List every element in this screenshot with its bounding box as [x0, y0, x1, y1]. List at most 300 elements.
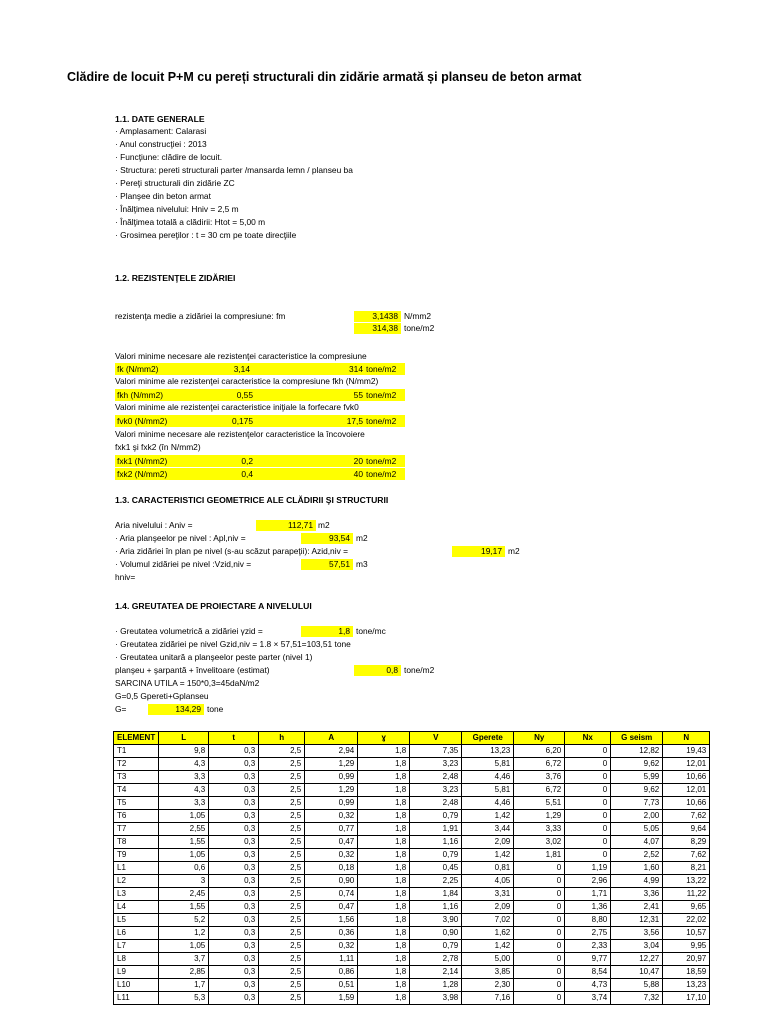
slab-label: planşeu + şarpantă + învelitoare (estimat) [115, 665, 270, 675]
table-cell: 0,47 [305, 836, 358, 849]
table-cell: 0,3 [209, 797, 259, 810]
table-cell: 1,84 [410, 888, 462, 901]
table-cell: 4,73 [565, 979, 611, 992]
table-cell: 9,62 [611, 784, 663, 797]
table-cell: 0,3 [209, 862, 259, 875]
table-cell: 1,42 [462, 940, 514, 953]
table-cell: 1,42 [462, 849, 514, 862]
table-cell: 3,56 [611, 927, 663, 940]
azid-label: · Aria zidăriei în plan pe nivel (s-au scăzut parapeţii): Azid,niv = [115, 546, 348, 556]
element-id-cell: T3 [114, 771, 159, 784]
table-cell: 2,45 [159, 888, 209, 901]
vzid-label: · Volumul zidăriei pe nivel :Vzid,niv = [115, 559, 252, 569]
table-cell: 7,35 [410, 745, 462, 758]
column-header: V [410, 732, 462, 745]
table-cell: 5,3 [159, 992, 209, 1005]
table-cell: 1,8 [358, 862, 410, 875]
table-cell: 1,16 [410, 901, 462, 914]
fxk-description: Valori minime necesare ale rezistenţelor caracteristice la încovoiere [115, 429, 365, 439]
table-cell: 10,57 [663, 927, 710, 940]
table-cell: 0 [565, 771, 611, 784]
table-cell: 1,55 [159, 836, 209, 849]
table-row [114, 849, 710, 862]
table-cell: 1,8 [358, 849, 410, 862]
table-cell: 3,23 [410, 784, 462, 797]
vzid-value: 57,51 [301, 559, 353, 570]
fxk1-unit: tone/m2 [366, 456, 397, 466]
element-id-cell: T4 [114, 784, 159, 797]
table-row [114, 823, 710, 836]
element-id-cell: L5 [114, 914, 159, 927]
table-cell: 0,36 [305, 927, 358, 940]
table-cell: 2,5 [259, 849, 305, 862]
table-cell: 7,32 [611, 992, 663, 1005]
table-row [114, 875, 710, 888]
table-cell: 3,3 [159, 797, 209, 810]
table-cell: 6,20 [514, 745, 565, 758]
table-cell: 1,8 [358, 914, 410, 927]
section-heading-geometry: 1.3. CARACTERISTICI GEOMETRICE ALE CLĂDIRII ŞI STRUCTURII [115, 495, 389, 505]
table-cell: 2,5 [259, 823, 305, 836]
table-cell: 0 [514, 901, 565, 914]
table-cell: 0 [565, 810, 611, 823]
table-cell: 1,8 [358, 758, 410, 771]
fvk0-value-nmm2: 0,175 [232, 416, 253, 426]
azid-value: 19,17 [452, 546, 505, 557]
table-cell: 1,8 [358, 836, 410, 849]
table-cell: 8,54 [565, 966, 611, 979]
table-cell: 12,27 [611, 953, 663, 966]
g-formula: G=0,5 Gpereti+Gplanseu [115, 691, 209, 701]
table-cell: 1,8 [358, 823, 410, 836]
table-cell: 1,11 [305, 953, 358, 966]
table-cell: 1,16 [410, 836, 462, 849]
aniv-label: Aria nivelului : Aniv = [115, 520, 193, 530]
table-cell: 0,77 [305, 823, 358, 836]
column-header: Nx [565, 732, 611, 745]
table-cell: 11,22 [663, 888, 710, 901]
fm-value-nmm2: 3,1438 [354, 311, 401, 322]
column-header: ELEMENT [114, 732, 159, 745]
table-cell: 2,55 [159, 823, 209, 836]
fkh-description: Valori minime ale rezistenţei caracteristice la compresiune fkh (N/mm2) [115, 376, 379, 386]
table-row [114, 771, 710, 784]
table-cell: 1,28 [410, 979, 462, 992]
table-cell: 1,71 [565, 888, 611, 901]
table-cell: 5,05 [611, 823, 663, 836]
table-cell: 0,3 [209, 875, 259, 888]
table-cell: 3,74 [565, 992, 611, 1005]
table-cell: 0,3 [209, 810, 259, 823]
element-id-cell: L3 [114, 888, 159, 901]
table-cell: 0,3 [209, 823, 259, 836]
apl-value: 93,54 [301, 533, 353, 544]
general-line: · Funcţiune: clădire de locuit. [115, 152, 223, 162]
table-cell: 18,59 [663, 966, 710, 979]
table-cell: 1,05 [159, 940, 209, 953]
table-cell: 0,3 [209, 784, 259, 797]
table-cell: 2,41 [611, 901, 663, 914]
table-cell: 3,23 [410, 758, 462, 771]
element-id-cell: T9 [114, 849, 159, 862]
table-cell: 1,29 [514, 810, 565, 823]
fm-unit-tonem2: tone/m2 [404, 323, 435, 333]
table-cell: 9,65 [663, 901, 710, 914]
table-cell: 0,90 [410, 927, 462, 940]
table-cell: 5,88 [611, 979, 663, 992]
table-cell: 1,8 [358, 992, 410, 1005]
table-cell: 1,91 [410, 823, 462, 836]
table-cell: 2,5 [259, 940, 305, 953]
fvk0-unit: tone/m2 [366, 416, 397, 426]
table-cell: 2,5 [259, 927, 305, 940]
table-cell: 0,3 [209, 771, 259, 784]
element-id-cell: T5 [114, 797, 159, 810]
table-cell: 1,81 [514, 849, 565, 862]
table-cell: 2,5 [259, 784, 305, 797]
table-cell: 13,23 [663, 979, 710, 992]
table-cell: 2,5 [259, 862, 305, 875]
table-header-row [114, 732, 710, 745]
table-cell: 0 [514, 914, 565, 927]
element-id-cell: L4 [114, 901, 159, 914]
table-cell: 1,56 [305, 914, 358, 927]
element-id-cell: L11 [114, 992, 159, 1005]
table-cell: 3,36 [611, 888, 663, 901]
table-cell: 6,72 [514, 784, 565, 797]
table-cell: 1,8 [358, 901, 410, 914]
table-cell: 20,97 [663, 953, 710, 966]
element-id-cell: L9 [114, 966, 159, 979]
table-cell: 3,33 [514, 823, 565, 836]
table-cell: 0 [514, 953, 565, 966]
column-header: Ny [514, 732, 565, 745]
table-cell: 2,5 [259, 953, 305, 966]
table-cell: 8,21 [663, 862, 710, 875]
table-cell: 1,42 [462, 810, 514, 823]
table-cell: 0,32 [305, 940, 358, 953]
table-cell: 1,8 [358, 875, 410, 888]
table-cell: 2,09 [462, 836, 514, 849]
table-cell: 2,96 [565, 875, 611, 888]
column-header: N [663, 732, 710, 745]
fxk2-value-tonem2: 40 [353, 469, 363, 479]
table-row [114, 927, 710, 940]
table-cell: 8,29 [663, 836, 710, 849]
general-line: · Înălţimea totală a clădirii: Htot = 5,00 m [115, 217, 266, 227]
fk-value-tonem2: 314 [349, 364, 363, 374]
table-cell: 9,8 [159, 745, 209, 758]
table-cell: 0,45 [410, 862, 462, 875]
table-cell: 7,62 [663, 810, 710, 823]
fm-unit-nmm2: N/mm2 [404, 311, 431, 321]
element-id-cell: L2 [114, 875, 159, 888]
fkh-value-tonem2: 55 [353, 390, 363, 400]
table-cell: 0,99 [305, 771, 358, 784]
fm-value-tonem2: 314,38 [354, 323, 401, 334]
slab-value: 0,8 [354, 665, 401, 676]
fkh-unit: tone/m2 [366, 390, 397, 400]
table-cell: 4,46 [462, 797, 514, 810]
unit-weight-line: · Greutatea unitară a planşeelor peste parter (nivel 1) [115, 652, 313, 662]
table-cell: 3,04 [611, 940, 663, 953]
gamma-label: · Greutatea volumetrică a zidăriei γzid = [115, 626, 263, 636]
table-cell: 0 [565, 784, 611, 797]
element-id-cell: T6 [114, 810, 159, 823]
section-heading-weight: 1.4. GREUTATEA DE PROIECTARE A NIVELULUI [115, 601, 312, 611]
table-cell: 1,29 [305, 784, 358, 797]
table-cell: 6,72 [514, 758, 565, 771]
table-cell: 1,8 [358, 953, 410, 966]
table-cell: 0,90 [305, 875, 358, 888]
table-cell: 0,32 [305, 849, 358, 862]
table-cell: 2,48 [410, 771, 462, 784]
elements-table [113, 731, 710, 1005]
table-cell: 1,36 [565, 901, 611, 914]
table-cell: 2,5 [259, 797, 305, 810]
table-cell: 3,7 [159, 953, 209, 966]
fxk2-value-nmm2: 0,4 [241, 469, 253, 479]
element-id-cell: L8 [114, 953, 159, 966]
table-cell: 3,98 [410, 992, 462, 1005]
table-cell: 1,05 [159, 849, 209, 862]
table-cell: 0,79 [410, 849, 462, 862]
fm-label: rezistenţa medie a zidăriei la compresiune: fm [115, 311, 286, 321]
table-cell: 1,19 [565, 862, 611, 875]
sarcina-utila-line: SARCINA UTILA = 150*0,3=45daN/m2 [115, 678, 260, 688]
table-cell: 2,25 [410, 875, 462, 888]
table-cell: 2,5 [259, 810, 305, 823]
table-cell: 3,85 [462, 966, 514, 979]
table-cell: 1,2 [159, 927, 209, 940]
apl-unit: m2 [356, 533, 368, 543]
table-cell: 1,59 [305, 992, 358, 1005]
element-id-cell: T1 [114, 745, 159, 758]
table-cell: 0,79 [410, 940, 462, 953]
table-cell: 0,81 [462, 862, 514, 875]
table-cell: 0,3 [209, 836, 259, 849]
fk-label: fk (N/mm2) [117, 364, 159, 374]
gzid-line: · Greutatea zidăriei pe nivel Gzid,niv = 1.8 × 57,51=103,51 tone [115, 639, 351, 649]
table-cell: 0 [514, 927, 565, 940]
table-cell: 2,14 [410, 966, 462, 979]
column-header: G seism [611, 732, 663, 745]
table-cell: 5,81 [462, 784, 514, 797]
element-id-cell: L7 [114, 940, 159, 953]
table-cell: 1,7 [159, 979, 209, 992]
table-cell: 8,80 [565, 914, 611, 927]
element-id-cell: L6 [114, 927, 159, 940]
fvk0-description: Valori minime ale rezistenţei caracteristice iniţiale la forfecare fvk0 [115, 402, 359, 412]
table-cell: 5,2 [159, 914, 209, 927]
table-cell: 0,79 [410, 810, 462, 823]
table-cell: 10,66 [663, 797, 710, 810]
table-cell: 0,3 [209, 849, 259, 862]
element-id-cell: L10 [114, 979, 159, 992]
table-cell: 0 [514, 940, 565, 953]
element-id-cell: L1 [114, 862, 159, 875]
fk-description: Valori minime necesare ale rezistenţei caracteristice la compresiune [115, 351, 367, 361]
general-line: · Structura: pereti structurali parter /mansarda lemn / planseu ba [115, 165, 353, 175]
table-cell: 3,90 [410, 914, 462, 927]
table-cell: 2,78 [410, 953, 462, 966]
section-heading-general: 1.1. DATE GENERALE [115, 114, 205, 124]
table-cell: 2,5 [259, 966, 305, 979]
table-cell: 2,33 [565, 940, 611, 953]
general-line: · Pereţi structurali din zidărie ZC [115, 178, 235, 188]
table-cell: 0 [514, 966, 565, 979]
table-cell: 1,8 [358, 940, 410, 953]
fxk1-label: fxk1 (N/mm2) [117, 456, 168, 466]
table-cell: 1,8 [358, 771, 410, 784]
table-cell: 0,47 [305, 901, 358, 914]
table-row [114, 901, 710, 914]
table-cell: 0,3 [209, 901, 259, 914]
table-cell: 0,99 [305, 797, 358, 810]
table-cell: 9,64 [663, 823, 710, 836]
table-cell: 4,99 [611, 875, 663, 888]
table-cell: 5,99 [611, 771, 663, 784]
table-row [114, 758, 710, 771]
table-cell: 4,46 [462, 771, 514, 784]
table-cell: 0 [565, 797, 611, 810]
page-title: Clădire de locuit P+M cu pereți structurali din zidărie armată și planseu de beton armat [67, 70, 582, 84]
table-cell: 1,05 [159, 810, 209, 823]
fxk1-value-nmm2: 0,2 [241, 456, 253, 466]
column-header: ɣ [358, 732, 410, 745]
general-line: · Grosimea pereţilor : t = 30 cm pe toate direcţiile [115, 230, 297, 240]
table-row [114, 797, 710, 810]
table-cell: 0 [565, 745, 611, 758]
table-cell: 4,3 [159, 784, 209, 797]
table-cell: 1,8 [358, 888, 410, 901]
table-cell: 1,62 [462, 927, 514, 940]
table-cell: 2,85 [159, 966, 209, 979]
table-cell: 2,5 [259, 836, 305, 849]
table-cell: 0,86 [305, 966, 358, 979]
table-cell: 0,6 [159, 862, 209, 875]
table-cell: 12,01 [663, 784, 710, 797]
table-cell: 2,52 [611, 849, 663, 862]
general-line: · Planşee din beton armat [115, 191, 211, 201]
azid-unit: m2 [508, 546, 520, 556]
table-cell: 13,23 [462, 745, 514, 758]
table-cell: 0,3 [209, 992, 259, 1005]
apl-label: · Aria planşeelor pe nivel : Apl,niv = [115, 533, 246, 543]
g-label: G= [115, 704, 127, 714]
table-cell: 1,55 [159, 901, 209, 914]
table-cell: 3,3 [159, 771, 209, 784]
table-cell: 1,8 [358, 810, 410, 823]
table-cell: 2,5 [259, 888, 305, 901]
table-cell: 2,5 [259, 979, 305, 992]
table-cell: 0,3 [209, 927, 259, 940]
column-header: Gperete [462, 732, 514, 745]
table-cell: 0,18 [305, 862, 358, 875]
table-cell: 0,3 [209, 979, 259, 992]
table-cell: 1,60 [611, 862, 663, 875]
table-cell: 2,00 [611, 810, 663, 823]
vzid-unit: m3 [356, 559, 368, 569]
table-cell: 1,29 [305, 758, 358, 771]
fkh-label: fkh (N/mm2) [117, 390, 164, 400]
table-cell: 9,62 [611, 758, 663, 771]
fvk0-value-tonem2: 17,5 [346, 416, 363, 426]
column-header: A [305, 732, 358, 745]
g-value: 134,29 [148, 704, 204, 715]
table-cell: 0 [514, 888, 565, 901]
table-cell: 7,16 [462, 992, 514, 1005]
table-cell: 0,3 [209, 758, 259, 771]
table-cell: 3,02 [514, 836, 565, 849]
table-row [114, 888, 710, 901]
table-cell: 0 [514, 862, 565, 875]
table-cell: 0 [514, 992, 565, 1005]
fxk-description-2: fxk1 şi fxk2 (în N/mm2) [115, 442, 201, 452]
table-cell: 22,02 [663, 914, 710, 927]
table-cell: 1,8 [358, 797, 410, 810]
table-cell: 0,32 [305, 810, 358, 823]
gamma-unit: tone/mc [356, 626, 386, 636]
fk-value-nmm2: 3,14 [233, 364, 250, 374]
fk-unit: tone/m2 [366, 364, 397, 374]
table-cell: 10,47 [611, 966, 663, 979]
table-cell: 0 [565, 823, 611, 836]
table-cell: 3,76 [514, 771, 565, 784]
table-cell: 1,8 [358, 966, 410, 979]
table-cell: 2,5 [259, 992, 305, 1005]
table-cell: 17,10 [663, 992, 710, 1005]
aniv-value: 112,71 [256, 520, 316, 531]
table-cell: 1,8 [358, 745, 410, 758]
table-row [114, 953, 710, 966]
table-cell: 2,5 [259, 914, 305, 927]
table-cell: 0,3 [209, 914, 259, 927]
table-cell: 12,31 [611, 914, 663, 927]
table-cell: 2,48 [410, 797, 462, 810]
general-line: · Amplasament: Calarasi [115, 126, 207, 136]
table-cell: 13,22 [663, 875, 710, 888]
table-cell: 5,51 [514, 797, 565, 810]
fxk1-value-tonem2: 20 [353, 456, 363, 466]
table-cell: 0 [565, 758, 611, 771]
table-cell: 3,31 [462, 888, 514, 901]
table-cell: 2,5 [259, 875, 305, 888]
fxk2-label: fxk2 (N/mm2) [117, 469, 168, 479]
table-cell: 2,30 [462, 979, 514, 992]
hniv-label: hniv= [115, 572, 136, 582]
table-cell: 9,95 [663, 940, 710, 953]
table-row [114, 784, 710, 797]
table-cell: 7,02 [462, 914, 514, 927]
gamma-value: 1,8 [301, 626, 353, 637]
table-cell: 2,5 [259, 745, 305, 758]
table-cell: 12,01 [663, 758, 710, 771]
element-id-cell: T8 [114, 836, 159, 849]
slab-unit: tone/m2 [404, 665, 435, 675]
table-cell: 2,94 [305, 745, 358, 758]
table-cell: 7,73 [611, 797, 663, 810]
table-row [114, 966, 710, 979]
column-header: t [209, 732, 259, 745]
table-cell: 12,82 [611, 745, 663, 758]
table-row [114, 810, 710, 823]
aniv-unit: m2 [318, 520, 330, 530]
table-cell: 2,75 [565, 927, 611, 940]
table-row [114, 862, 710, 875]
table-cell: 0,51 [305, 979, 358, 992]
table-cell: 2,09 [462, 901, 514, 914]
